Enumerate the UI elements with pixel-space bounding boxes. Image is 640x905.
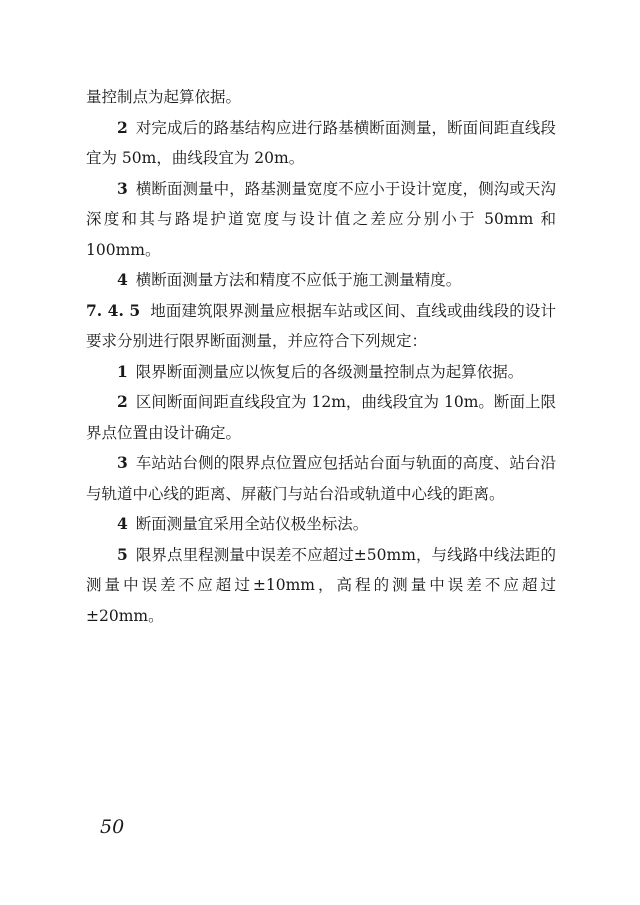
item-number: 5 — [117, 544, 128, 564]
item-number: 2 — [117, 117, 128, 137]
clause-7-4-5 — [86, 296, 556, 357]
list-item-3 — [86, 174, 556, 266]
item-number: 3 — [117, 453, 128, 472]
list-item-5 — [86, 540, 556, 632]
item-text: 横断面测量方法和精度不应低于施工测量精度。 — [135, 271, 462, 289]
page-number: 50 — [100, 816, 125, 838]
item-text: 断面测量宜采用全站仪极坐标法。 — [135, 515, 369, 533]
item-text: 对完成后的路基结构应进行路基横断面测量，断面间距直线段宜为 50m，曲线段宜为 20m。 — [86, 118, 556, 167]
list-item-2 — [86, 113, 556, 174]
list-item-4b — [86, 509, 556, 540]
clause-number: 7. 4. 5 — [86, 300, 141, 320]
list-item-1 — [86, 357, 556, 388]
item-number: 1 — [117, 361, 128, 381]
item-text: 区间断面间距直线段宜为 12m，曲线段宜为 10m。断面上限界点位置由设计确定。 — [86, 393, 556, 442]
clause-text: 地面建筑限界测量应根据车站或区间、直线或曲线段的设计要求分别进行限界断面测量，并应符合下列规定： — [86, 301, 556, 350]
item-text: 限界点里程测量中误差不应超过±50mm，与线路中线法距的测量中误差不应超过±10mm，高程的测量中误差不应超过±20mm。 — [86, 545, 556, 625]
list-item-4 — [86, 265, 556, 296]
list-item-3b — [86, 448, 556, 509]
item-number: 4 — [117, 270, 128, 289]
item-number: 2 — [117, 392, 128, 411]
list-item-2b — [86, 387, 556, 448]
item-text: 车站站台侧的限界点位置应包括站台面与轨面的高度、站台沿与轨道中心线的距离、屏蔽门与站台沿或轨道中心线的距离。 — [86, 454, 556, 503]
item-number: 3 — [117, 178, 128, 198]
item-text: 横断面测量中，路基测量宽度不应小于设计宽度，侧沟或天沟深度和其与路堤护道宽度与设计值之差应分别小于 50mm 和 100mm。 — [86, 179, 556, 259]
body-text — [86, 82, 556, 631]
item-text: 限界断面测量应以恢复后的各级测量控制点为起算依据。 — [135, 362, 524, 381]
paragraph-text: 量控制点为起算依据。 — [86, 88, 242, 106]
item-number: 4 — [117, 514, 128, 533]
paragraph-continuation — [86, 82, 556, 113]
